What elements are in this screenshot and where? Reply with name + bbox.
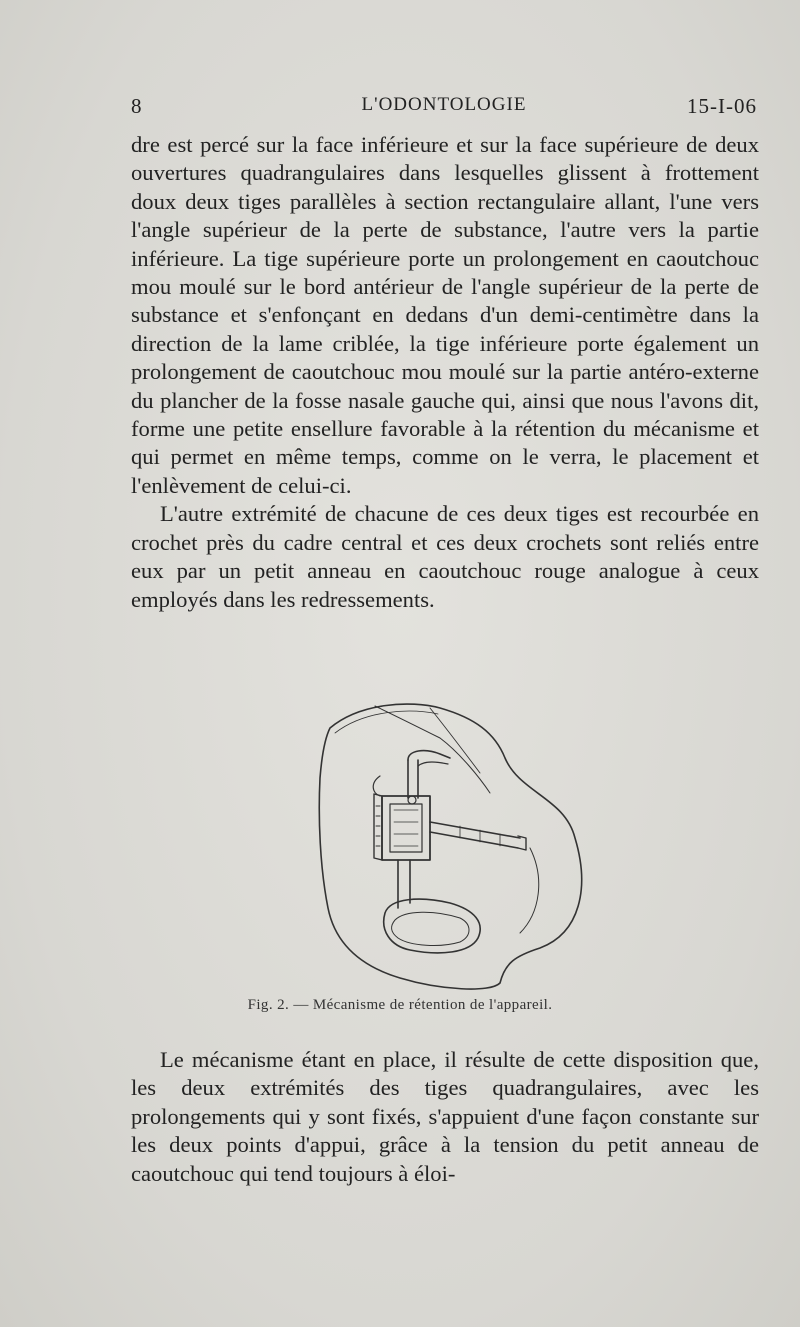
paragraph: dre est percé sur la face inférieure et sur la face supérieure de deux ouvertures quadrangulaires dans lesquelles glissent à frottement doux deux tiges parallèles à section rectangulaire allant, l'une vers l'angle supérieur de la perte de substance, l'autre vers la partie inférieure. La tige supérieure porte un prolongement en caoutchouc mou moulé sur le bord antérieur de l'angle supérieur de la perte de substance et s'enfonçant en dedans d'un demi-centimètre dans la direction de la lame criblée, la tige inférieure porte également un prolongement de caoutchouc mou moulé sur la partie antéro-externe du plancher de la fosse nasale gauche qui, ainsi que nous l'avons dit, forme une petite ensellure favorable à la rétention du mécanisme et qui permet en même temps, comme on le verra, le placement et l'enlèvement de celui-ci. — [131, 132, 759, 498]
paragraph: L'autre extrémité de chacune de ces deux tiges est recourbée en crochet près du cadre central et ces deux crochets sont reliés entre eux par un petit anneau en caoutchouc rouge analogue à ceux employés dans les redressements. — [131, 501, 759, 612]
page-number: 8 — [131, 94, 142, 118]
body-text-bottom — [131, 1046, 759, 1188]
running-header — [131, 94, 757, 124]
retention-mechanism-illustration — [290, 698, 600, 998]
figure-caption: Fig. 2. — Mécanisme de rétention de l'appareil. — [247, 997, 553, 1013]
body-text-top — [131, 131, 759, 614]
paragraph: Le mécanisme étant en place, il résulte de cette disposition que, les deux extrémités des tiges quadrangulaires, avec les prolongements qui y sont fixés, s'appuient d'une façon constante sur les deux points d'appui, grâce à la tension du petit anneau de caoutchouc qui tend toujours à éloi- — [131, 1047, 759, 1186]
journal-title: L'ODONTOLOGIE — [361, 94, 527, 115]
issue-date: 15-I-06 — [687, 94, 757, 118]
